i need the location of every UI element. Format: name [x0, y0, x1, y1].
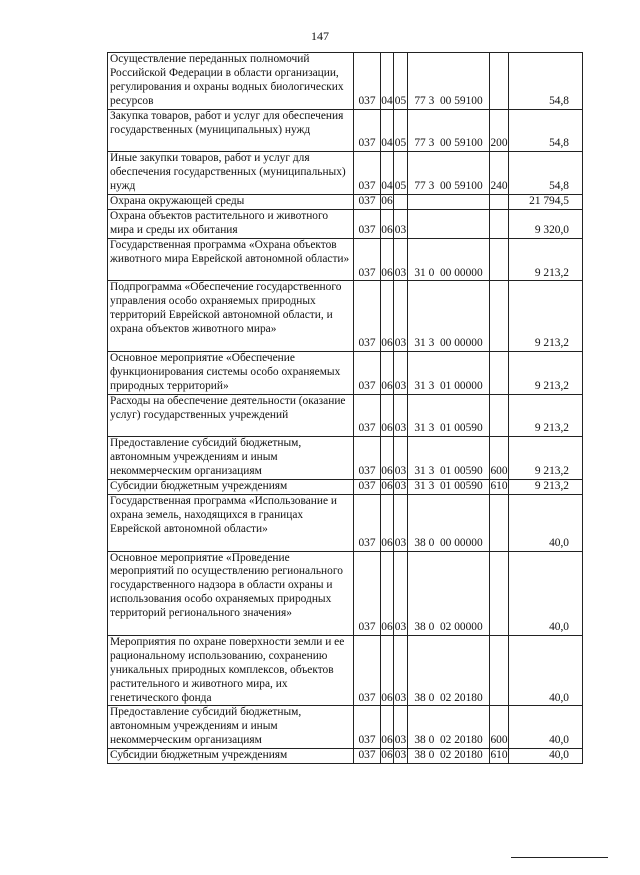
subsection-code-cell: 03 [394, 494, 408, 551]
expense-type-cell [490, 53, 509, 110]
section-code-cell: 06 [381, 635, 394, 706]
table-row [108, 109, 583, 152]
table-row [108, 281, 583, 352]
section-code-cell: 06 [381, 351, 394, 394]
expense-type-cell [490, 351, 509, 394]
expense-type-cell [490, 551, 509, 635]
expense-type-cell [490, 238, 509, 281]
target-article-cell: 31 3 01 00590 [408, 437, 490, 480]
table-row [108, 351, 583, 394]
subsection-code-cell: 03 [394, 394, 408, 437]
expense-type-cell [490, 635, 509, 706]
table-row [108, 749, 583, 764]
table-row [108, 551, 583, 635]
subsection-code-cell: 03 [394, 351, 408, 394]
expense-type-cell: 240 [490, 152, 509, 195]
amount-cell: 9 213,2 [509, 437, 583, 480]
expense-type-cell: 600 [490, 437, 509, 480]
ministry-code-cell: 037 [354, 209, 381, 238]
ministry-code-cell: 037 [354, 394, 381, 437]
amount-cell: 9 213,2 [509, 351, 583, 394]
subsection-code-cell: 03 [394, 551, 408, 635]
budget-table [107, 52, 583, 764]
row-name-cell: Иные закупки товаров, работ и услуг для обеспечения государственных (муниципальных) нужд [108, 152, 354, 195]
row-name-cell: Предоставление субсидий бюджетным, автономным учреждениям и иным некоммерческим организациям [108, 706, 354, 749]
row-name-cell: Мероприятия по охране поверхности земли и ее рациональному использованию, сохранению уникальных природных комплексов, объектов растительного и животного мира, их генетического фонда [108, 635, 354, 706]
amount-cell: 9 320,0 [509, 209, 583, 238]
row-name-cell: Государственная программа «Использование и охрана земель, находящихся в границах Еврейской автономной области» [108, 494, 354, 551]
row-name-cell: Охрана окружающей среды [108, 195, 354, 210]
section-code-cell: 06 [381, 706, 394, 749]
target-article-cell: 38 0 00 00000 [408, 494, 490, 551]
ministry-code-cell: 037 [354, 53, 381, 110]
expense-type-cell: 600 [490, 706, 509, 749]
ministry-code-cell: 037 [354, 281, 381, 352]
expense-type-cell [490, 195, 509, 210]
subsection-code-cell [394, 195, 408, 210]
ministry-code-cell: 037 [354, 437, 381, 480]
subsection-code-cell: 03 [394, 437, 408, 480]
section-code-cell: 06 [381, 749, 394, 764]
table-row [108, 238, 583, 281]
target-article-cell: 31 3 01 00000 [408, 351, 490, 394]
expense-type-cell: 610 [490, 749, 509, 764]
expense-type-cell [490, 494, 509, 551]
target-article-cell: 77 3 00 59100 [408, 152, 490, 195]
target-article-cell: 31 3 01 00590 [408, 394, 490, 437]
amount-cell: 9 213,2 [509, 238, 583, 281]
expense-type-cell: 200 [490, 109, 509, 152]
ministry-code-cell: 037 [354, 109, 381, 152]
row-name-cell: Расходы на обеспечение деятельности (оказание услуг) государственных учреждений [108, 394, 354, 437]
subsection-code-cell: 03 [394, 209, 408, 238]
row-name-cell: Подпрограмма «Обеспечение государственного управления особо охраняемых природных территорий Еврейской автономной области, и охрана объектов животного мира» [108, 281, 354, 352]
ministry-code-cell: 037 [354, 152, 381, 195]
expense-type-cell [490, 281, 509, 352]
ministry-code-cell: 037 [354, 480, 381, 495]
row-name-cell: Осуществление переданных полномочий Российской Федерации в области организации, регулирования и охраны водных биологических ресурсов [108, 53, 354, 110]
target-article-cell: 38 0 02 00000 [408, 551, 490, 635]
subsection-code-cell: 03 [394, 749, 408, 764]
section-code-cell: 06 [381, 209, 394, 238]
amount-cell: 9 213,2 [509, 281, 583, 352]
ministry-code-cell: 037 [354, 195, 381, 210]
ministry-code-cell: 037 [354, 351, 381, 394]
ministry-code-cell: 037 [354, 551, 381, 635]
amount-cell: 40,0 [509, 635, 583, 706]
subsection-code-cell: 03 [394, 706, 408, 749]
row-name-cell: Закупка товаров, работ и услуг для обеспечения государственных (муниципальных) нужд [108, 109, 354, 152]
section-code-cell: 04 [381, 109, 394, 152]
subsection-code-cell: 03 [394, 238, 408, 281]
table-body [108, 53, 583, 764]
section-code-cell: 06 [381, 238, 394, 281]
table-row [108, 53, 583, 110]
section-code-cell: 06 [381, 480, 394, 495]
amount-cell: 21 794,5 [509, 195, 583, 210]
table-row [108, 437, 583, 480]
page-number: 147 [311, 29, 329, 43]
target-article-cell: 38 0 02 20180 [408, 749, 490, 764]
target-article-cell: 38 0 02 20180 [408, 706, 490, 749]
target-article-cell: 31 3 01 00590 [408, 480, 490, 495]
amount-cell: 40,0 [509, 494, 583, 551]
expense-type-cell [490, 209, 509, 238]
table-row [108, 195, 583, 210]
row-name-cell: Основное мероприятие «Проведение мероприятий по осуществлению регионального государственного надзора в области охраны и использования особо охраняемых природных территорий регионального значения» [108, 551, 354, 635]
ministry-code-cell: 037 [354, 238, 381, 281]
expense-type-cell [490, 394, 509, 437]
row-name-cell: Государственная программа «Охрана объектов животного мира Еврейской автономной области» [108, 238, 354, 281]
target-article-cell: 77 3 00 59100 [408, 53, 490, 110]
amount-cell: 54,8 [509, 152, 583, 195]
amount-cell: 40,0 [509, 551, 583, 635]
table-row [108, 209, 583, 238]
ministry-code-cell: 037 [354, 635, 381, 706]
amount-cell: 9 213,2 [509, 394, 583, 437]
amount-cell: 54,8 [509, 53, 583, 110]
target-article-cell: 31 0 00 00000 [408, 238, 490, 281]
section-code-cell: 06 [381, 437, 394, 480]
subsection-code-cell: 05 [394, 152, 408, 195]
row-name-cell: Охрана объектов растительного и животного мира и среды их обитания [108, 209, 354, 238]
subsection-code-cell: 03 [394, 281, 408, 352]
ministry-code-cell: 037 [354, 494, 381, 551]
ministry-code-cell: 037 [354, 706, 381, 749]
table-row [108, 394, 583, 437]
subsection-code-cell: 05 [394, 109, 408, 152]
table-row [108, 635, 583, 706]
row-name-cell: Основное мероприятие «Обеспечение функционирования системы особо охраняемых природных территорий» [108, 351, 354, 394]
amount-cell: 40,0 [509, 749, 583, 764]
section-code-cell: 06 [381, 394, 394, 437]
target-article-cell: 77 3 00 59100 [408, 109, 490, 152]
section-code-cell: 04 [381, 53, 394, 110]
section-code-cell: 06 [381, 551, 394, 635]
subsection-code-cell: 03 [394, 635, 408, 706]
row-name-cell: Субсидии бюджетным учреждениям [108, 480, 354, 495]
bottom-rule [511, 857, 608, 858]
amount-cell: 9 213,2 [509, 480, 583, 495]
target-article-cell [408, 195, 490, 210]
ministry-code-cell: 037 [354, 749, 381, 764]
amount-cell: 40,0 [509, 706, 583, 749]
expense-type-cell: 610 [490, 480, 509, 495]
subsection-code-cell: 05 [394, 53, 408, 110]
target-article-cell: 31 3 00 00000 [408, 281, 490, 352]
table-row [108, 494, 583, 551]
section-code-cell: 04 [381, 152, 394, 195]
section-code-cell: 06 [381, 281, 394, 352]
amount-cell: 54,8 [509, 109, 583, 152]
row-name-cell: Субсидии бюджетным учреждениям [108, 749, 354, 764]
section-code-cell: 06 [381, 494, 394, 551]
target-article-cell: 38 0 02 20180 [408, 635, 490, 706]
target-article-cell [408, 209, 490, 238]
table-row [108, 706, 583, 749]
subsection-code-cell: 03 [394, 480, 408, 495]
section-code-cell: 06 [381, 195, 394, 210]
table-row [108, 152, 583, 195]
row-name-cell: Предоставление субсидий бюджетным, автономным учреждениям и иным некоммерческим организациям [108, 437, 354, 480]
table-row [108, 480, 583, 495]
